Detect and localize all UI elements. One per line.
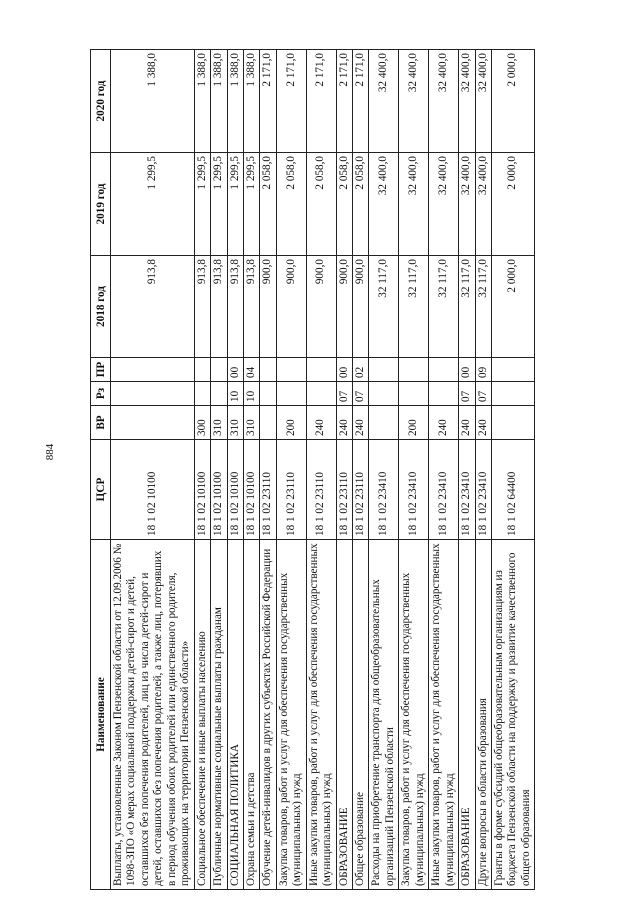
row-vr bbox=[491, 406, 534, 440]
table-header-row bbox=[91, 50, 111, 890]
row-csr: 18 1 02 10100 bbox=[194, 440, 210, 540]
budget-table bbox=[90, 49, 535, 890]
header-rz: Рз bbox=[91, 382, 111, 406]
row-2019: 2 058,0 bbox=[336, 153, 352, 256]
row-vr: 300 bbox=[194, 406, 210, 440]
row-pr bbox=[111, 358, 195, 382]
row-2019: 32 400,0 bbox=[399, 153, 429, 256]
row-2019: 1 299,5 bbox=[111, 153, 195, 256]
row-rz: 07 bbox=[475, 382, 491, 406]
row-2018: 913,8 bbox=[227, 256, 243, 358]
row-rz bbox=[399, 382, 429, 406]
row-csr: 18 1 02 23110 bbox=[306, 440, 336, 540]
table-row bbox=[227, 50, 243, 890]
row-2018: 32 117,0 bbox=[459, 256, 475, 358]
row-rz: 07 bbox=[353, 382, 369, 406]
header-name: Наименование bbox=[91, 540, 111, 890]
row-csr: 18 1 02 23110 bbox=[260, 440, 276, 540]
row-rz bbox=[369, 382, 399, 406]
row-2020: 2 171,0 bbox=[336, 50, 352, 153]
row-rz bbox=[111, 382, 195, 406]
table-row bbox=[491, 50, 534, 890]
row-pr: 09 bbox=[475, 358, 491, 382]
row-2020: 2 171,0 bbox=[306, 50, 336, 153]
row-pr: 02 bbox=[353, 358, 369, 382]
row-pr bbox=[306, 358, 336, 382]
row-2018: 32 117,0 bbox=[369, 256, 399, 358]
row-2019: 2 058,0 bbox=[306, 153, 336, 256]
header-2020: 2020 год bbox=[91, 50, 111, 153]
header-vr: ВР bbox=[91, 406, 111, 440]
table-row bbox=[353, 50, 369, 890]
row-name: Закупка товаров, работ и услуг для обеспечения государственных (муниципальных) нужд bbox=[399, 540, 429, 890]
row-name: ОБРАЗОВАНИЕ bbox=[459, 540, 475, 890]
row-2018: 913,8 bbox=[243, 256, 259, 358]
row-2018: 900,0 bbox=[260, 256, 276, 358]
row-2018: 900,0 bbox=[336, 256, 352, 358]
rotated-table-container bbox=[90, 50, 625, 890]
row-name: Иные закупки товаров, работ и услуг для обеспечения государственных (муниципальных) нужд bbox=[429, 540, 459, 890]
row-2020: 32 400,0 bbox=[475, 50, 491, 153]
row-2020: 1 388,0 bbox=[243, 50, 259, 153]
row-vr: 240 bbox=[429, 406, 459, 440]
row-name: Общее образование bbox=[353, 540, 369, 890]
row-name: Обучение детей-инвалидов в других субъектах Российской Федерации bbox=[260, 540, 276, 890]
row-pr: 00 bbox=[459, 358, 475, 382]
page-number: 884 bbox=[44, 443, 56, 461]
row-pr bbox=[194, 358, 210, 382]
row-csr: 18 1 02 23410 bbox=[459, 440, 475, 540]
row-csr: 18 1 02 23410 bbox=[475, 440, 491, 540]
row-2019: 32 400,0 bbox=[369, 153, 399, 256]
row-vr: 240 bbox=[306, 406, 336, 440]
row-pr: 04 bbox=[243, 358, 259, 382]
table-row bbox=[243, 50, 259, 890]
row-2018: 913,8 bbox=[211, 256, 227, 358]
row-2019: 1 299,5 bbox=[194, 153, 210, 256]
header-2018: 2018 год bbox=[91, 256, 111, 358]
row-name: Иные закупки товаров, работ и услуг для обеспечения государственных (муниципальных) нужд bbox=[306, 540, 336, 890]
row-name: Публичные нормативные социальные выплаты гражданам bbox=[211, 540, 227, 890]
row-2019: 32 400,0 bbox=[459, 153, 475, 256]
row-name: Социальное обеспечение и иные выплаты населению bbox=[194, 540, 210, 890]
row-2020: 32 400,0 bbox=[369, 50, 399, 153]
row-2018: 913,8 bbox=[111, 256, 195, 358]
row-pr bbox=[369, 358, 399, 382]
row-csr: 18 1 02 10100 bbox=[243, 440, 259, 540]
row-2020: 32 400,0 bbox=[399, 50, 429, 153]
row-rz bbox=[276, 382, 306, 406]
row-vr: 310 bbox=[211, 406, 227, 440]
row-2018: 900,0 bbox=[353, 256, 369, 358]
table-row bbox=[211, 50, 227, 890]
row-csr: 18 1 02 23410 bbox=[399, 440, 429, 540]
row-2020: 1 388,0 bbox=[227, 50, 243, 153]
row-pr bbox=[491, 358, 534, 382]
row-2019: 2 058,0 bbox=[276, 153, 306, 256]
row-vr bbox=[369, 406, 399, 440]
row-rz bbox=[260, 382, 276, 406]
table-row bbox=[306, 50, 336, 890]
row-rz bbox=[429, 382, 459, 406]
row-rz: 10 bbox=[243, 382, 259, 406]
row-csr: 18 1 02 23110 bbox=[353, 440, 369, 540]
row-2019: 1 299,5 bbox=[227, 153, 243, 256]
table-row bbox=[429, 50, 459, 890]
row-2018: 2 000,0 bbox=[491, 256, 534, 358]
row-csr: 18 1 02 64400 bbox=[491, 440, 534, 540]
row-2020: 2 171,0 bbox=[353, 50, 369, 153]
row-2018: 900,0 bbox=[276, 256, 306, 358]
table-row bbox=[260, 50, 276, 890]
row-2018: 32 117,0 bbox=[429, 256, 459, 358]
row-vr bbox=[111, 406, 195, 440]
row-vr: 310 bbox=[243, 406, 259, 440]
row-2018: 900,0 bbox=[306, 256, 336, 358]
row-pr bbox=[211, 358, 227, 382]
table-row bbox=[336, 50, 352, 890]
row-name: Закупка товаров, работ и услуг для обеспечения государственных (муниципальных) нужд bbox=[276, 540, 306, 890]
row-2018: 32 117,0 bbox=[399, 256, 429, 358]
table-row bbox=[475, 50, 491, 890]
row-pr bbox=[260, 358, 276, 382]
header-pr: ПР bbox=[91, 358, 111, 382]
table-row bbox=[459, 50, 475, 890]
row-2020: 2 000,0 bbox=[491, 50, 534, 153]
row-2019: 2 058,0 bbox=[260, 153, 276, 256]
row-pr bbox=[399, 358, 429, 382]
row-rz bbox=[306, 382, 336, 406]
row-2018: 913,8 bbox=[194, 256, 210, 358]
row-pr bbox=[429, 358, 459, 382]
row-2020: 2 171,0 bbox=[260, 50, 276, 153]
row-csr: 18 1 02 23410 bbox=[429, 440, 459, 540]
row-csr: 18 1 02 23410 bbox=[369, 440, 399, 540]
row-pr: 00 bbox=[336, 358, 352, 382]
row-2020: 1 388,0 bbox=[211, 50, 227, 153]
row-csr: 18 1 02 10100 bbox=[227, 440, 243, 540]
row-rz bbox=[491, 382, 534, 406]
row-name: Расходы на приобретение транспорта для общеобразовательных организаций Пензенской области bbox=[369, 540, 399, 890]
row-2020: 1 388,0 bbox=[194, 50, 210, 153]
header-csr: ЦСР bbox=[91, 440, 111, 540]
row-vr: 200 bbox=[399, 406, 429, 440]
row-2020: 32 400,0 bbox=[429, 50, 459, 153]
table-row bbox=[399, 50, 429, 890]
header-2019: 2019 год bbox=[91, 153, 111, 256]
row-csr: 18 1 02 23110 bbox=[276, 440, 306, 540]
row-pr: 00 bbox=[227, 358, 243, 382]
row-csr: 18 1 02 10100 bbox=[211, 440, 227, 540]
row-pr bbox=[276, 358, 306, 382]
row-2020: 2 171,0 bbox=[276, 50, 306, 153]
row-rz bbox=[211, 382, 227, 406]
row-name: СОЦИАЛЬНАЯ ПОЛИТИКА bbox=[227, 540, 243, 890]
row-rz bbox=[194, 382, 210, 406]
row-csr: 18 1 02 23110 bbox=[336, 440, 352, 540]
table-row bbox=[369, 50, 399, 890]
table-row bbox=[276, 50, 306, 890]
row-vr: 240 bbox=[353, 406, 369, 440]
row-rz: 10 bbox=[227, 382, 243, 406]
row-2019: 1 299,5 bbox=[243, 153, 259, 256]
row-vr: 240 bbox=[475, 406, 491, 440]
row-rz: 07 bbox=[336, 382, 352, 406]
row-csr: 18 1 02 10100 bbox=[111, 440, 195, 540]
row-name: Выплаты, установленные Законом Пензенской области от 12.09.2006 № 1098-ЗПО «О мерах социальной поддержки детей-сирот и детей, оставшихся без попечения родителей, лиц из числа детей-сирот и детей, оставшихся без попечения родителей, а также лиц, потерявших в период обучения обоих родителей или единственного родителя, проживающих на территории Пензенской области» bbox=[111, 540, 195, 890]
row-vr: 310 bbox=[227, 406, 243, 440]
row-vr: 240 bbox=[336, 406, 352, 440]
row-vr: 240 bbox=[459, 406, 475, 440]
row-name: Другие вопросы в области образования bbox=[475, 540, 491, 890]
row-vr bbox=[260, 406, 276, 440]
row-2020: 1 388,0 bbox=[111, 50, 195, 153]
row-2019: 32 400,0 bbox=[475, 153, 491, 256]
row-rz: 07 bbox=[459, 382, 475, 406]
row-2019: 2 058,0 bbox=[353, 153, 369, 256]
row-2019: 1 299,5 bbox=[211, 153, 227, 256]
table-row bbox=[194, 50, 210, 890]
row-2019: 32 400,0 bbox=[429, 153, 459, 256]
row-name: Гранты в форме субсидий общеобразовательным организациям из бюджета Пензенской области на поддержку и развитие качественного общего образования bbox=[491, 540, 534, 890]
row-2019: 2 000,0 bbox=[491, 153, 534, 256]
table-row bbox=[111, 50, 195, 890]
row-2018: 32 117,0 bbox=[475, 256, 491, 358]
row-vr: 200 bbox=[276, 406, 306, 440]
row-2020: 32 400,0 bbox=[459, 50, 475, 153]
row-name: ОБРАЗОВАНИЕ bbox=[336, 540, 352, 890]
row-name: Охрана семьи и детства bbox=[243, 540, 259, 890]
